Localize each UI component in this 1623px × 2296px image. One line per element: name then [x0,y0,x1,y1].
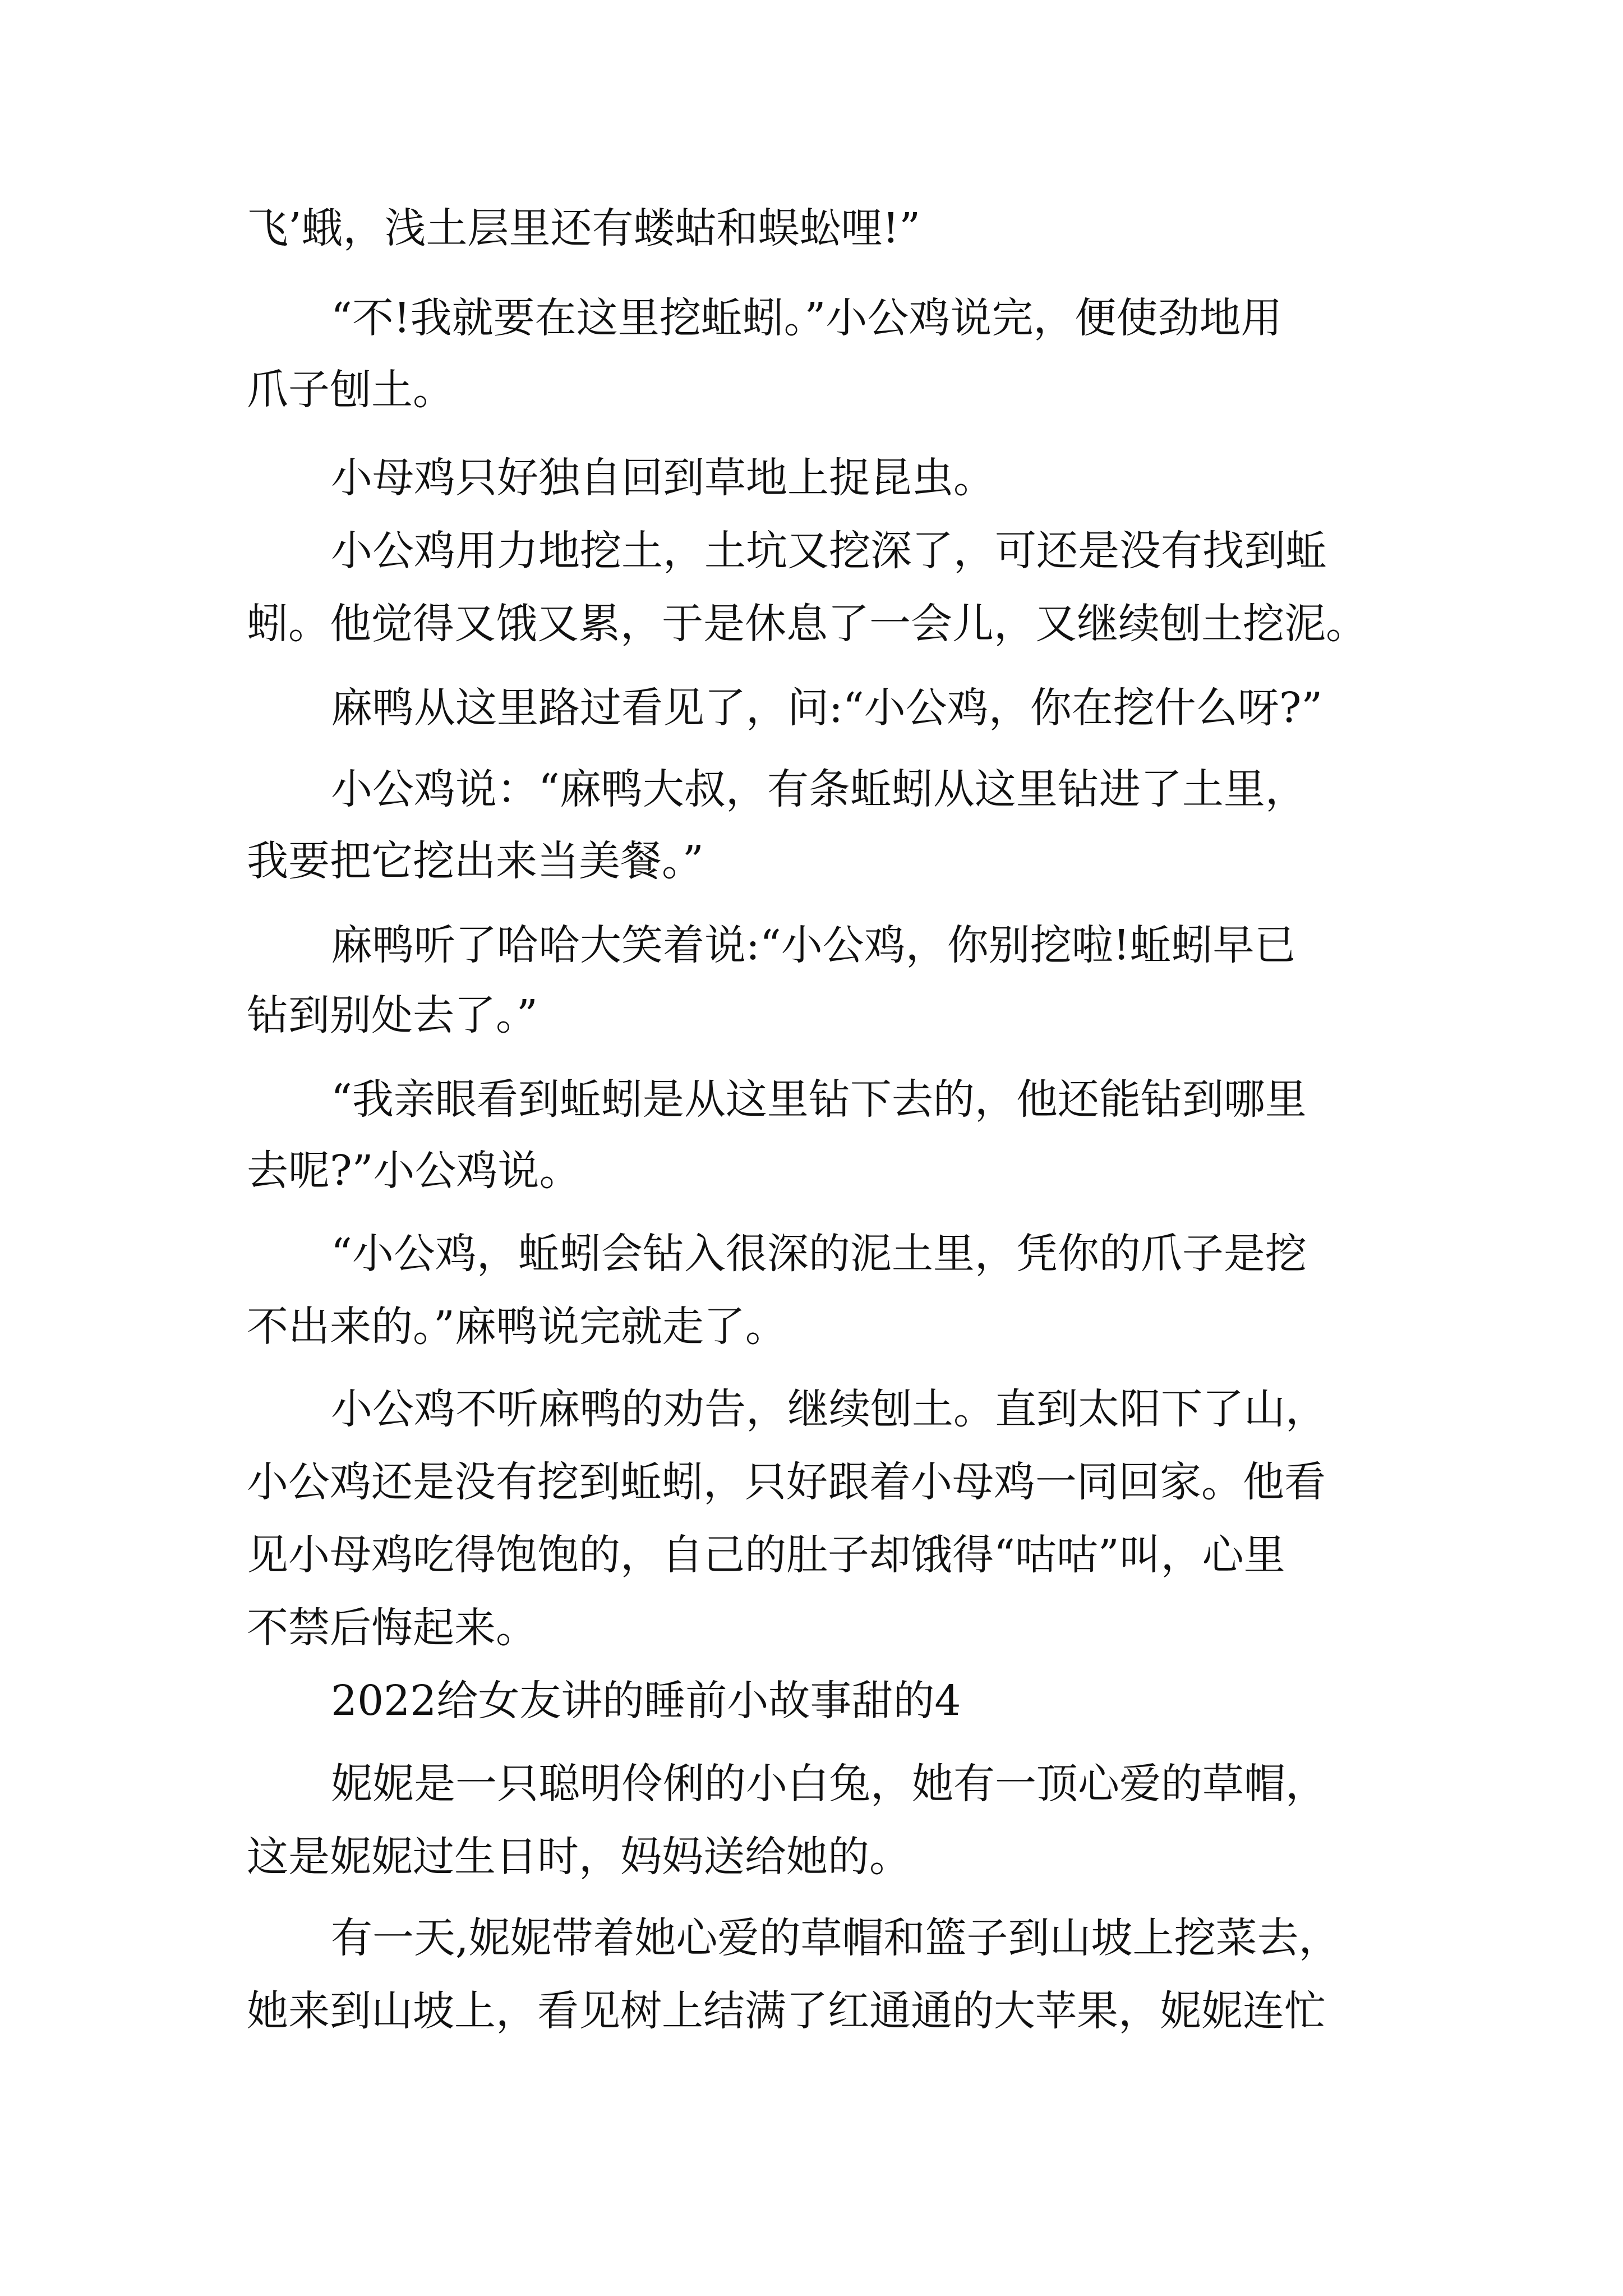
text-line-8: 小公鸡说：“麻鸭大叔，有条蚯蚓从这里钻进了土里， [331,765,1307,813]
text-line-21: 妮妮是一只聪明伶俐的小白兔，她有一顶心爱的草帽， [331,1760,1327,1808]
text-line-14: “小公鸡，蚯蚓会钻入很深的泥土里，凭你的爪子是挖 [331,1230,1307,1278]
section-heading: 2022给女友讲的睡前小故事甜的4 [331,1677,961,1725]
text-line-3: 爪子刨土。 [247,366,454,414]
text-line-11: 钻到别处去了。” [247,991,538,1039]
text-line-18: 见小母鸡吃得饱饱的，自己的肚子却饿得“咕咕”叫，心里 [247,1531,1285,1579]
text-line-12: “我亲眼看到蚯蚓是从这里钻下去的，他还能钻到哪里 [331,1075,1307,1124]
text-line-16: 小公鸡不听麻鸭的劝告，继续刨土。直到太阳下了山， [331,1385,1327,1433]
text-line-19: 不禁后悔起来。 [247,1604,537,1652]
text-line-4: 小母鸡只好独自回到草地上捉昆虫。 [331,454,995,502]
text-line-10: 麻鸭听了哈哈大笑着说:“小公鸡，你别挖啦!蚯蚓早已 [331,921,1296,969]
text-line-23: 有一天,妮妮带着她心爱的草帽和篮子到山坡上挖菜去， [331,1914,1340,1962]
text-line-22: 这是妮妮过生日时，妈妈送给她的。 [247,1833,911,1881]
text-line-6: 蚓。他觉得又饿又累，于是休息了一会儿，又继续刨土挖泥。 [247,600,1367,648]
text-line-5: 小公鸡用力地挖土，土坑又挖深了，可还是没有找到蚯 [331,527,1327,575]
text-line-7: 麻鸭从这里路过看见了，问:“小公鸡，你在挖什么呀?” [331,684,1323,732]
text-line-2: “不!我就要在这里挖蚯蚓。”小公鸡说完，便使劲地用 [331,294,1283,342]
text-line-1: 飞’蛾，浅土层里还有蝼蛄和蜈蚣哩!” [247,204,921,252]
text-line-15: 不出来的。”麻鸭说完就走了。 [247,1303,787,1351]
text-line-24: 她来到山坡上，看见树上结满了红通通的大苹果，妮妮连忙 [247,1987,1326,2035]
text-line-13: 去呢?”小公鸡说。 [247,1147,581,1195]
text-line-17: 小公鸡还是没有挖到蚯蚓，只好跟着小母鸡一同回家。他看 [247,1458,1326,1506]
text-line-9: 我要把它挖出来当美餐。” [247,837,704,885]
